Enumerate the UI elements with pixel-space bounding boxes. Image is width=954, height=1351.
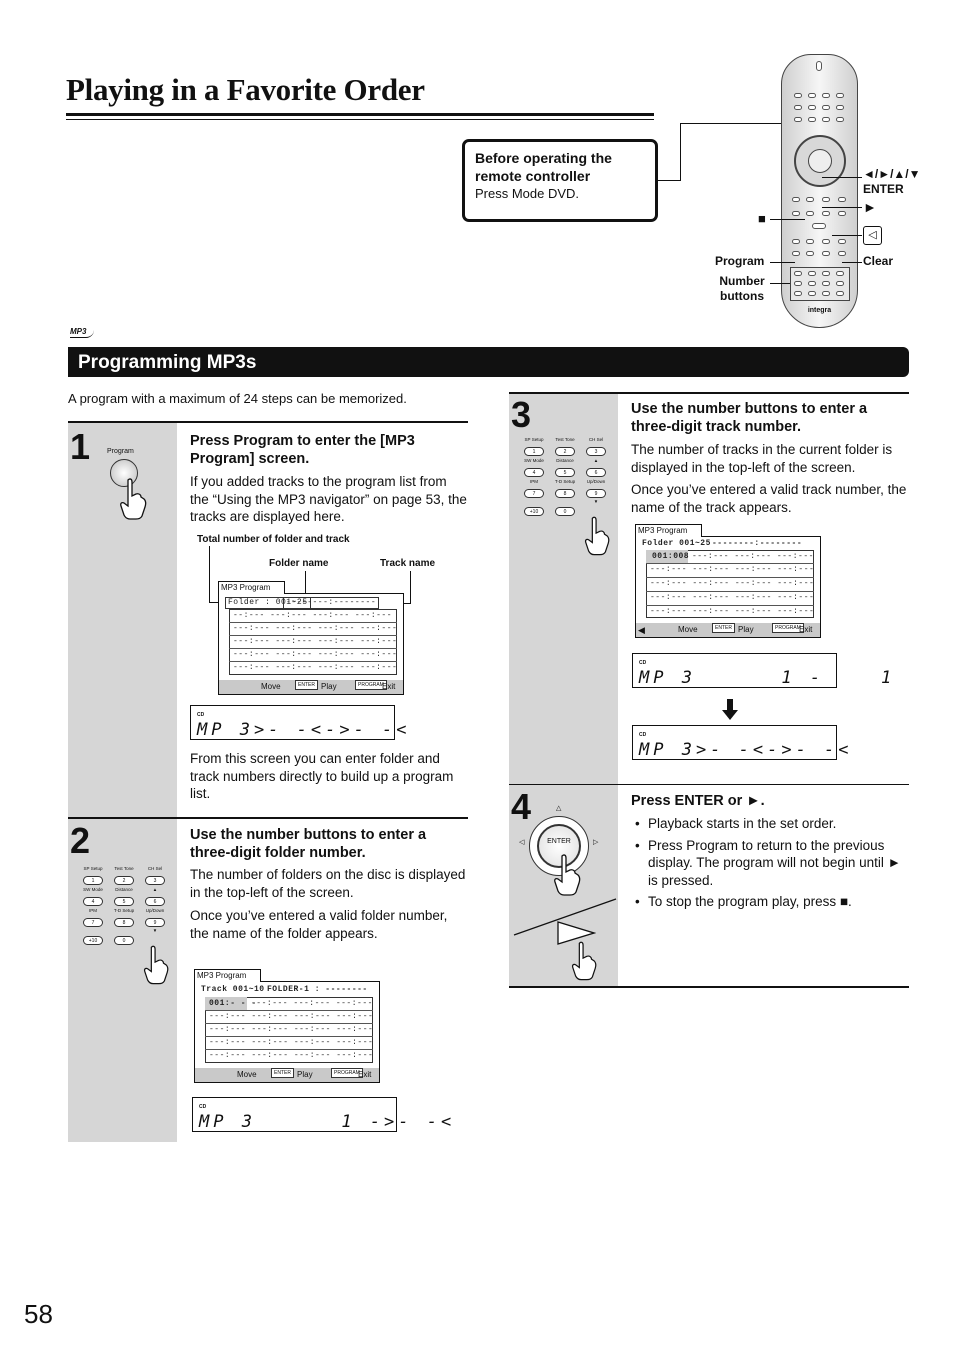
osd-track-range: Track 001~10 [201, 985, 265, 994]
callout-line [842, 262, 862, 263]
connector-line [680, 123, 681, 181]
pointing-hand-icon [583, 515, 611, 557]
lcd-text: MP 3>- -<->- -< [197, 720, 411, 740]
return-icon: ◁ [863, 226, 882, 245]
step-2-text-2: Once you’ve entered a valid folder number, the name of the folder appears. [190, 908, 448, 941]
osd-program: PROGRAM [331, 1068, 363, 1078]
intro-text: A program with a maximum of 24 steps can be memorized. [68, 391, 407, 406]
osd-exit: Exit [382, 682, 396, 691]
keypad-illustration-2: SP Setup Test Tone CH Sel 1 2 3 SW Mode Distance ▲ 4 5 6 IPM T-D Setup Up/Down 7 8 9 +10 0 ▼ [83, 866, 165, 944]
osd-mp3-program-1: MP3 Program Folder : 001~25 --------:-------- --:--- ---:--- ---:--- ---:--- ---:--- ---:--- ---:--- ---:--- ---:--- ---:--- ---:--- ---:--- ---:--- ---:--- ---:--- ---:--- ---:--- ---:--- ---:--- ---:--- Move ENTER Play PROGRAM Exit [218, 593, 404, 695]
before-operating-text: Press Mode DVD. [475, 186, 580, 201]
page-title: Playing in a Favorite Order [66, 72, 425, 107]
play-callout: ► [863, 199, 877, 215]
label-leader [410, 571, 411, 603]
callout-line [770, 219, 805, 220]
step-3-heading: Use the number buttons to enter a three-digit track number. [631, 401, 868, 435]
callout-line [822, 177, 862, 178]
osd-header-dash: --------:-------- [283, 597, 379, 609]
program-callout: Program [715, 254, 765, 268]
page-number: 58 [24, 1299, 53, 1329]
lcd-text: MP 3>- -<->- -< [639, 740, 853, 760]
lcd-cd-indicator: CD [199, 1104, 207, 1110]
pointing-hand-icon [552, 853, 582, 897]
osd-program: PROGRAM [772, 623, 804, 633]
osd-exit: Exit [799, 625, 813, 634]
remote-brand: integra [807, 307, 832, 314]
stop-callout: ■ [758, 211, 766, 226]
osd-tab: MP3 Program [218, 581, 285, 594]
title-rule-thick [66, 113, 654, 116]
folder-name-label: Folder name [269, 558, 329, 569]
osd-folder-name: FOLDER-1 : -------- [267, 985, 368, 994]
step-2-rule [68, 817, 468, 819]
osd-first-cell: 001:008 [652, 552, 690, 561]
osd-enter: ENTER [712, 623, 735, 633]
enter-button-label: ENTER [547, 838, 571, 845]
osd-mp3-program-2: MP3 Program Track 001~10 FOLDER-1 : -------- 001:- - - ---:--- ---:--- ---:--- ---:--- ---:--- ---:--- ---:--- ---:--- ---:--- ---:--- ---:--- ---:--- ---:--- ---:--- ---:--- ---:--- ---:--- ---:--- ---:--- Move ENTER Play PROGRAM Exit [194, 981, 380, 1083]
connector-line [658, 180, 680, 181]
before-operating-box [462, 139, 658, 222]
number-buttons-callout: Number buttons [719, 274, 765, 303]
list-item: • To stop the program play, press ■. [631, 893, 909, 911]
callout-line [832, 235, 862, 236]
osd-enter: ENTER [271, 1068, 294, 1078]
label-leader [209, 546, 210, 602]
lcd-cd-indicator: CD [639, 732, 647, 738]
down-arrow-icon [722, 699, 738, 721]
step-2-text-1: The number of folders on the disc is displayed in the top-left of the screen. [190, 867, 466, 900]
callout-line [770, 262, 795, 263]
osd-back-arrow-icon: ◀ [638, 625, 645, 635]
osd-program: PROGRAM [355, 680, 387, 690]
program-button-label: Program [107, 448, 134, 455]
osd-exit: Exit [358, 1070, 372, 1079]
arrows-callout: ◄/►/▲/▼ [863, 167, 921, 181]
section-title: Programming MP3s [78, 352, 257, 373]
osd-folder-range: Folder 001~25 [642, 539, 711, 548]
clear-callout: Clear [863, 254, 894, 268]
title-rule-thin [66, 119, 654, 120]
lcd-display-2 [192, 1097, 456, 1132]
step-2-heading: Use the number buttons to enter a three-digit folder number. [190, 827, 427, 861]
osd-enter: ENTER [295, 680, 318, 690]
lcd-cd-indicator: CD [197, 712, 205, 718]
step-4-rule [509, 784, 909, 785]
enter-dpad-illustration: ENTER △ ◁ ▷ [523, 812, 595, 874]
osd-mp3-program-3: MP3 Program Folder 001~25 --------:-------- 001:008 ---:--- ---:--- ---:--- ---:--- ---:--- ---:--- ---:--- ---:--- ---:--- ---:--- ---:--- ---:--- ---:--- ---:--- ---:--- ---:--- ---:--- ---:--- ---:--- ◀ Move ENTER Play PROGRAM Exit [635, 536, 821, 638]
osd-play: Play [297, 1070, 313, 1079]
list-item: • Press Program to return to the previous display. The program will not begin until ► is pressed. [631, 837, 909, 890]
osd-tab: MP3 Program [194, 969, 261, 982]
step-1-text: If you added tracks to the program list from the “Using the MP3 navigator” on page 53, the tracks are displayed here. [190, 474, 467, 524]
step-1-number: 1 [70, 426, 91, 467]
lcd-text: MP 3 1 ->- -< [199, 1112, 456, 1132]
osd-header-dash: --------:-------- [712, 539, 803, 548]
osd-footer [636, 623, 820, 637]
lcd-display-3a [632, 653, 896, 688]
mp3-logo: MP3 [70, 327, 94, 338]
osd-move: Move [678, 625, 698, 634]
remote-control-illustration [781, 54, 858, 328]
enter-callout: ENTER [863, 182, 904, 196]
keypad-illustration-3: SP Setup Test Tone CH Sel 1 2 3 SW Mode Distance ▲ 4 5 6 IPM T-D Setup Up/Down 7 8 9 +10 0 ▼ [524, 437, 606, 515]
osd-move: Move [261, 682, 281, 691]
osd-tab: MP3 Program [635, 524, 702, 537]
connector-line [680, 123, 783, 124]
lcd-text: MP 3 1 - 1 [639, 668, 896, 688]
lcd-display-3b [632, 725, 853, 760]
callout-line [770, 283, 790, 284]
pointing-hand-icon [118, 478, 148, 520]
step-3-text-1: The number of tracks in the current folder is displayed in the top-left of the screen. [631, 442, 893, 475]
osd-move: Move [237, 1070, 257, 1079]
step-1-heading: Press Program to enter the [MP3 Program] screen. [190, 433, 415, 467]
track-name-label: Track name [380, 558, 436, 569]
osd-footer [195, 1068, 379, 1082]
osd-footer [219, 680, 403, 694]
step-4-heading: Press ENTER or ►. [631, 793, 765, 809]
pointing-hand-icon [570, 940, 598, 982]
osd-folder-range: Folder : 001~25 [225, 597, 311, 609]
label-leader [305, 571, 306, 595]
lcd-display-1 [190, 705, 411, 740]
osd-play: Play [321, 682, 337, 691]
callout-line [822, 207, 862, 208]
before-operating-heading: Before operating the remote controller [475, 150, 612, 184]
step-3-text-2: Once you’ve entered a valid track number, the name of the track appears. [631, 482, 907, 515]
step-4-bullets [631, 815, 909, 915]
left-step-gutter [68, 423, 177, 1142]
bottom-rule [509, 986, 909, 988]
step-1-after-text: From this screen you can enter folder and track numbers directly to build up a program list. [190, 751, 454, 801]
lcd-cd-indicator: CD [639, 660, 647, 666]
osd-play: Play [738, 625, 754, 634]
osd-first-cell: 001:- - - [209, 999, 257, 1008]
step-2-number: 2 [70, 820, 91, 861]
pointing-hand-icon [142, 944, 170, 986]
step-3-number: 3 [511, 394, 532, 435]
step-4-number: 4 [511, 786, 532, 827]
list-item: • Playback starts in the set order. [631, 815, 909, 833]
total-number-label: Total number of folder and track [197, 534, 350, 545]
